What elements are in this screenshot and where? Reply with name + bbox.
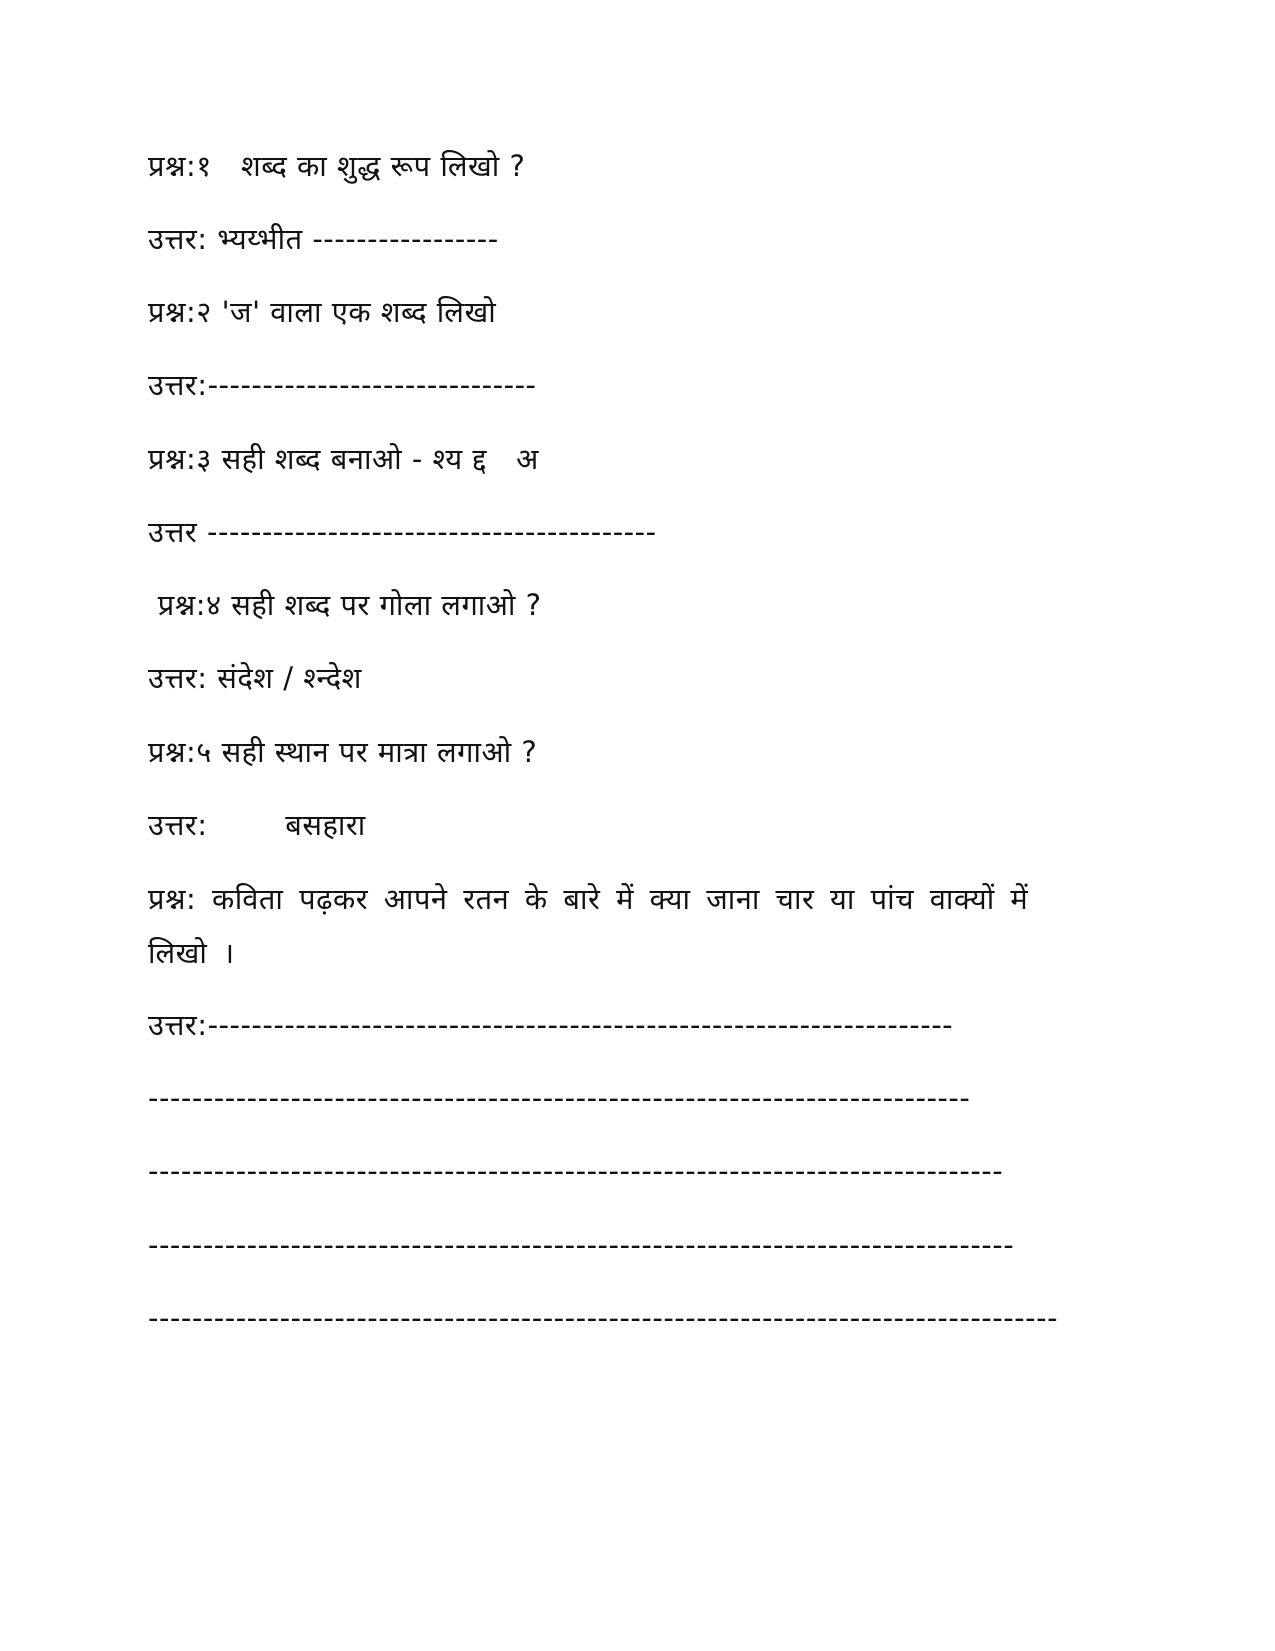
answer-5: उत्तर: बसहारा [148,808,366,842]
question-2: प्रश्न:२ 'ज' वाला एक शब्द लिखो [148,295,497,329]
question-1: प्रश्न:१ शब्द का शुद्ध रूप लिखो ? [148,149,526,183]
question-4: प्रश्न:४ सही शब्द पर गोला लगाओ ? [148,588,542,622]
answer-line-4: ----------------------------------------------------------------------------------- [148,1301,1059,1335]
answer-line-3: ------------------------------------------------------------------------------- [148,1228,1015,1262]
question-5: प्रश्न:५ सही स्थान पर मात्रा लगाओ ? [148,735,538,769]
answer-line-2: ------------------------------------------------------------------------------ [148,1154,1004,1188]
answer-1: उत्तर: भ्यय्भीत ----------------- [148,222,499,256]
answer-3: उत्तर ----------------------------------------- [148,515,657,549]
answer-6: उत्तर:-------------------------------------------------------------------- [148,1008,954,1042]
answer-4: उत्तर: संदेश / श्न्देश [148,661,362,695]
answer-line-1: --------------------------------------------------------------------------- [148,1081,971,1115]
question-6: प्रश्न: कविता पढ़कर आपने रतन के बारे में क्या जाना चार या पांच वाक्यों में लिखो । [148,882,1029,970]
answer-2: उत्तर:------------------------------ [148,368,537,402]
question-3: प्रश्न:३ सही शब्द बनाओ - श्य द्द अ [148,442,539,476]
